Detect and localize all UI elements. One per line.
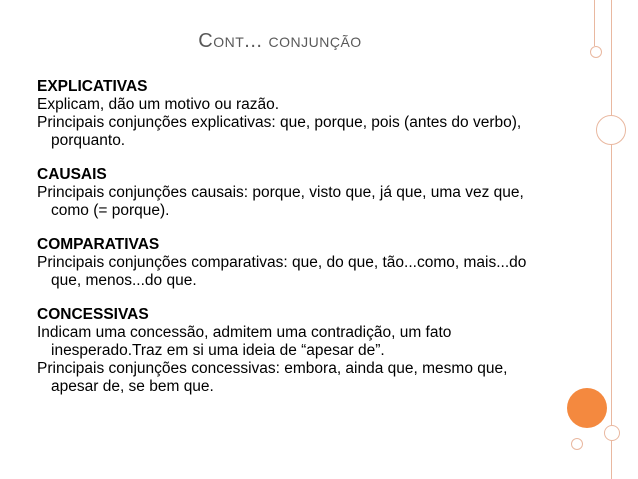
section-heading: CONCESSIVAS bbox=[37, 306, 149, 323]
section-line: Principais conjunções comparativas: que, do que, tão...como, mais...do que, menos...do que. bbox=[37, 254, 527, 289]
section-line: Principais conjunções explicativas: que, porque, pois (antes do verbo), porquanto. bbox=[37, 114, 522, 149]
section-comparativas bbox=[37, 236, 557, 290]
section-line: Principais conjunções concessivas: embora, ainda que, mesmo que, apesar de, se bem que. bbox=[37, 360, 508, 395]
section-heading: COMPARATIVAS bbox=[37, 236, 160, 253]
section-heading: CAUSAIS bbox=[37, 166, 107, 183]
decorative-line-right bbox=[611, 0, 612, 479]
decorative-circle-outline bbox=[596, 115, 626, 145]
section-line: Indicam uma concessão, admitem uma contradição, um fato inesperado.Traz em si uma ideia de “apesar de”. bbox=[37, 324, 452, 359]
decorative-line-top bbox=[594, 0, 595, 46]
decorative-circle-orange bbox=[567, 388, 607, 428]
decorative-circle-small bbox=[590, 46, 602, 58]
decorative-circle-tiny bbox=[604, 425, 620, 441]
section-line: Principais conjunções causais: porque, visto que, já que, uma vez que, como (= porque). bbox=[37, 184, 524, 219]
decorative-circle-tiny-left bbox=[571, 438, 583, 450]
section-concessivas bbox=[37, 306, 557, 396]
section-heading: EXPLICATIVAS bbox=[37, 78, 148, 95]
section-explicativas bbox=[37, 78, 557, 150]
slide-body bbox=[37, 78, 557, 412]
slide-title: Cont... conjunção bbox=[198, 30, 362, 52]
section-line: Explicam, dão um motivo ou razão. bbox=[37, 96, 280, 113]
section-causais bbox=[37, 166, 557, 220]
